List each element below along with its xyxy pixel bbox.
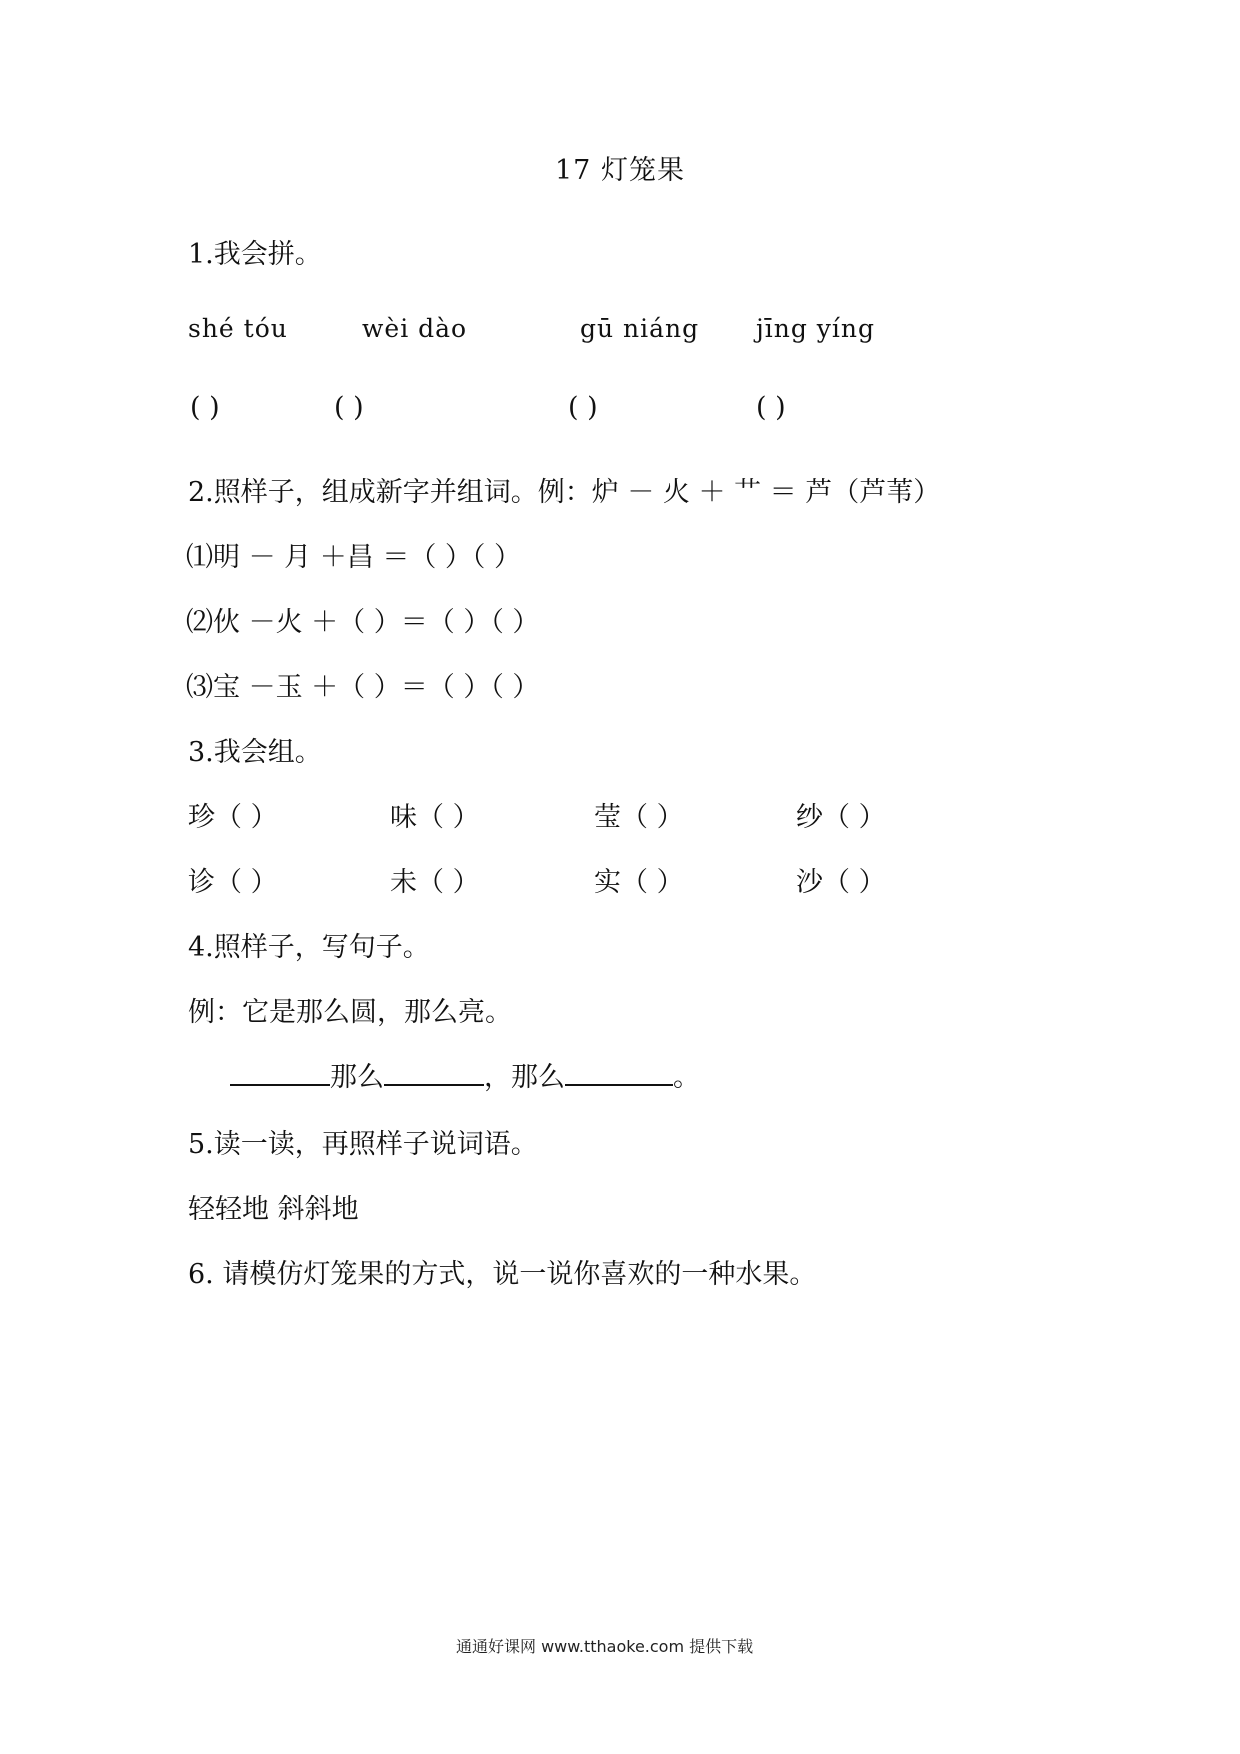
q1-pinyin-3: gū niáng: [580, 314, 700, 343]
q2-item-3[interactable]: ⑶宝 －玉 ＋（ ）＝（ ）（ ）: [186, 672, 540, 703]
q1-answer-4[interactable]: ( ): [756, 392, 786, 423]
q2-item-1[interactable]: ⑴明 － 月 ＋昌 ＝（ ）（ ）: [186, 542, 521, 573]
q3-row1-item-3[interactable]: 莹（ ）: [594, 802, 684, 833]
q3-row1-item-2[interactable]: 味（ ）: [390, 802, 480, 833]
q3-row2-item-3[interactable]: 实（ ）: [594, 867, 684, 898]
q6-heading: 6. 请模仿灯笼果的方式，说一说你喜欢的一种水果。: [188, 1259, 817, 1290]
q4-blank-2[interactable]: [384, 1058, 484, 1086]
q3-row2-item-1[interactable]: 诊（ ）: [188, 867, 278, 898]
q1-answer-1[interactable]: ( ): [190, 392, 220, 423]
q4-example: 例：它是那么圆，那么亮。: [188, 997, 512, 1028]
q4-word-2: ，那么: [484, 1062, 565, 1093]
q1-answer-2[interactable]: ( ): [334, 392, 364, 423]
q5-heading: 5.读一读，再照样子说词语。: [188, 1129, 538, 1160]
footer-credit: 通通好课网 www.tthaoke.com 提供下载: [456, 1637, 754, 1656]
q1-pinyin-2: wèi dào: [362, 314, 468, 343]
q3-row1-item-4[interactable]: 纱（ ）: [796, 802, 886, 833]
q3-heading: 3.我会组。: [188, 737, 322, 768]
q4-blank-3[interactable]: [565, 1058, 673, 1086]
q3-row1-item-1[interactable]: 珍（ ）: [188, 802, 278, 833]
q4-heading: 4.照样子，写句子。: [188, 932, 430, 963]
q1-heading: 1.我会拼。: [188, 239, 322, 270]
q2-item-2[interactable]: ⑵伙 －火 ＋（ ）＝（ ）（ ）: [186, 607, 540, 638]
q1-pinyin-1: shé tóu: [188, 314, 288, 343]
q1-answer-3[interactable]: ( ): [568, 392, 598, 423]
q4-end: 。: [673, 1062, 700, 1093]
q4-sentence-line: [230, 1055, 700, 1094]
q4-word-1: 那么: [330, 1062, 384, 1093]
q3-row2-item-2[interactable]: 未（ ）: [390, 867, 480, 898]
q4-blank-1[interactable]: [230, 1058, 330, 1086]
q5-words: 轻轻地 斜斜地: [188, 1194, 359, 1225]
q1-pinyin-4: jīng yíng: [756, 314, 876, 343]
q2-heading: 2.照样子，组成新字并组词。例：炉 － 火 ＋ 艹 ＝ 芦（芦苇）: [188, 477, 941, 508]
q3-row2-item-4[interactable]: 沙（ ）: [796, 867, 886, 898]
page-title: 17 灯笼果: [555, 155, 685, 186]
